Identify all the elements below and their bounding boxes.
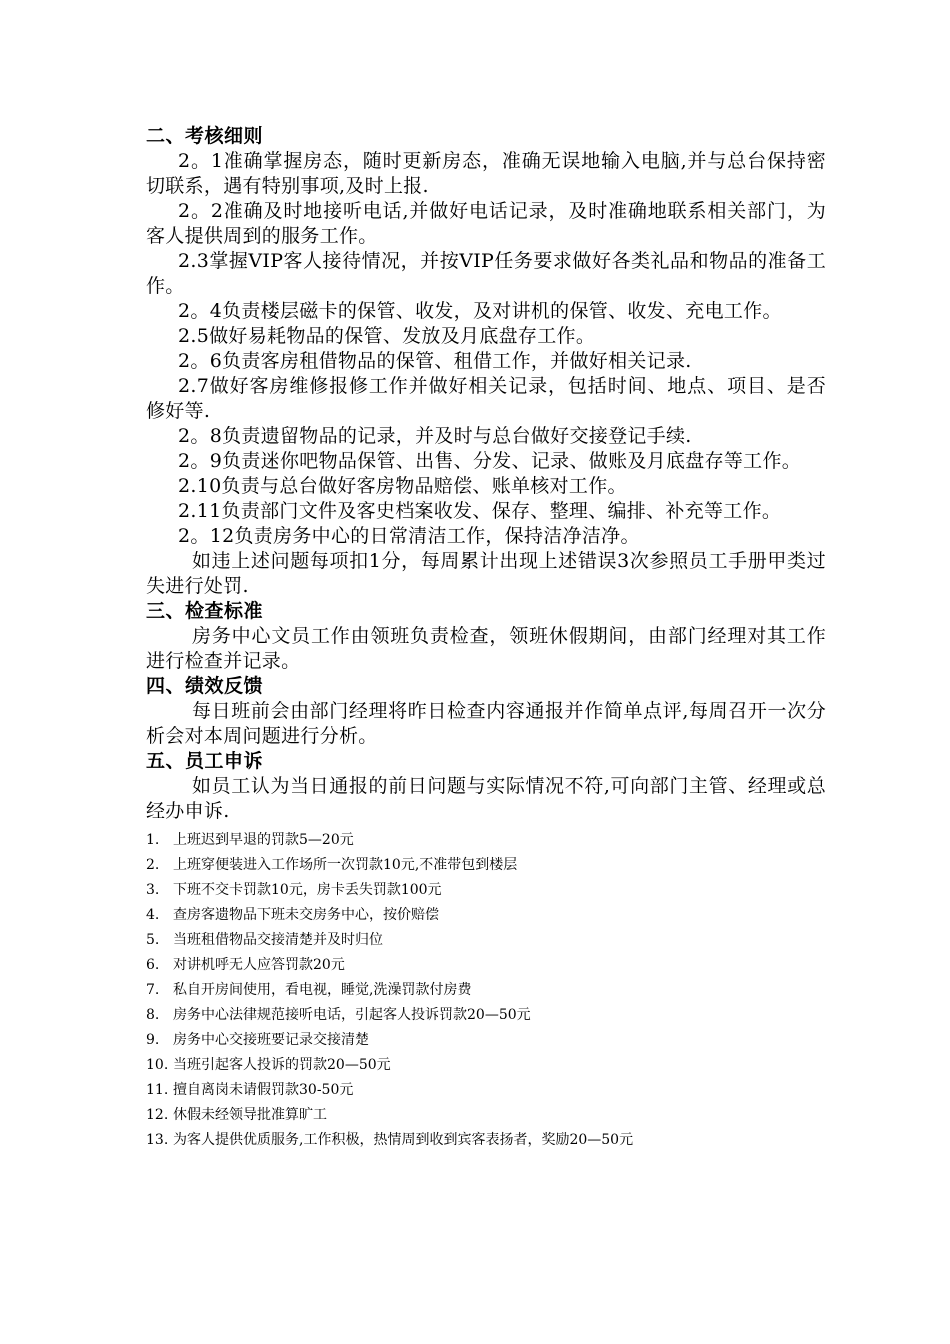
list-text: 擅自离岗未请假罚款30-50元 bbox=[173, 1082, 354, 1098]
list-item bbox=[146, 928, 826, 953]
paragraph: 2。12负责房务中心的日常清洁工作，保持洁净洁净。 bbox=[178, 525, 640, 547]
list-number: 4. bbox=[146, 907, 160, 923]
list-number: 3. bbox=[146, 882, 160, 898]
document-body bbox=[146, 124, 826, 1153]
list-text: 私自开房间使用，看电视，睡觉,洗澡罚款付房费 bbox=[173, 982, 472, 998]
paragraph: 2.5做好易耗物品的保管、发放及月底盘存工作。 bbox=[178, 325, 596, 347]
list-item bbox=[146, 903, 826, 928]
paragraph: 如员工认为当日通报的前日问题与实际情况不符,可向部门主管、经理或总经办申诉. bbox=[146, 775, 826, 822]
paragraph: 2。2准确及时地接听电话,并做好电话记录，及时准确地联系相关部门，为客人提供周到的服务工作。 bbox=[146, 200, 826, 247]
list-item bbox=[146, 1128, 826, 1153]
list-number: 5. bbox=[146, 932, 160, 948]
list-item bbox=[146, 1053, 826, 1078]
list-text: 休假未经领导批准算旷工 bbox=[173, 1107, 327, 1123]
list-text: 当班引起客人投诉的罚款20—50元 bbox=[173, 1057, 391, 1073]
penalty-paragraph: 如违上述问题每项扣1分，每周累计出现上述错误3次参照员工手册甲类过失进行处罚. bbox=[146, 550, 826, 597]
list-number: 10. bbox=[146, 1057, 169, 1073]
rules-list bbox=[146, 828, 826, 1153]
section-heading-appeal: 五、员工申诉 bbox=[146, 750, 264, 772]
list-item bbox=[146, 828, 826, 853]
section-heading-inspection: 三、检查标准 bbox=[146, 600, 264, 622]
list-item bbox=[146, 978, 826, 1003]
paragraph: 2。8负责遗留物品的记录，并及时与总台做好交接登记手续. bbox=[178, 425, 692, 447]
list-text: 房务中心交接班要记录交接清楚 bbox=[173, 1032, 369, 1048]
list-number: 2. bbox=[146, 857, 160, 873]
list-number: 7. bbox=[146, 982, 160, 998]
paragraph: 2.10负责与总台做好客房物品赔偿、账单核对工作。 bbox=[178, 475, 627, 497]
paragraph: 2。6负责客房租借物品的保管、租借工作，并做好相关记录. bbox=[178, 350, 692, 372]
list-item bbox=[146, 953, 826, 978]
list-item bbox=[146, 853, 826, 878]
list-text: 上班穿便装进入工作场所一次罚款10元,不准带包到楼层 bbox=[173, 857, 518, 873]
paragraph: 2。4负责楼层磁卡的保管、收发，及对讲机的保管、收发、充电工作。 bbox=[178, 300, 782, 322]
list-item bbox=[146, 1003, 826, 1028]
list-number: 12. bbox=[146, 1107, 169, 1123]
paragraph: 2.7做好客房维修报修工作并做好相关记录，包括时间、地点、项目、是否修好等. bbox=[146, 375, 826, 422]
paragraph: 2。1准确掌握房态，随时更新房态，准确无误地输入电脑,并与总台保持密切联系，遇有特别事项,及时上报. bbox=[146, 150, 826, 197]
list-text: 房务中心法律规范接听电话，引起客人投诉罚款20—50元 bbox=[173, 1007, 531, 1023]
list-number: 11. bbox=[146, 1082, 169, 1098]
list-text: 为客人提供优质服务,工作积极，热情周到收到宾客表扬者，奖励20—50元 bbox=[173, 1132, 634, 1148]
list-item bbox=[146, 1103, 826, 1128]
list-number: 9. bbox=[146, 1032, 160, 1048]
paragraph: 2.3掌握VIP客人接待情况，并按VIP任务要求做好各类礼品和物品的准备工作。 bbox=[146, 250, 826, 297]
list-item bbox=[146, 878, 826, 903]
paragraph: 2.11负责部门文件及客史档案收发、保存、整理、编排、补充等工作。 bbox=[178, 500, 782, 522]
list-item bbox=[146, 1028, 826, 1053]
list-text: 上班迟到早退的罚款5—20元 bbox=[173, 832, 354, 848]
list-number: 8. bbox=[146, 1007, 160, 1023]
list-number: 13. bbox=[146, 1132, 169, 1148]
paragraph: 2。9负责迷你吧物品保管、出售、分发、记录、做账及月底盘存等工作。 bbox=[178, 450, 802, 472]
list-text: 下班不交卡罚款10元，房卡丢失罚款100元 bbox=[173, 882, 442, 898]
section-heading-assessment: 二、考核细则 bbox=[146, 125, 264, 147]
paragraph: 房务中心文员工作由领班负责检查，领班休假期间，由部门经理对其工作进行检查并记录。 bbox=[146, 625, 826, 672]
list-number: 1. bbox=[146, 832, 160, 848]
list-item bbox=[146, 1078, 826, 1103]
list-text: 查房客遗物品下班未交房务中心，按价赔偿 bbox=[173, 907, 439, 923]
list-text: 当班租借物品交接清楚并及时归位 bbox=[173, 932, 383, 948]
paragraph: 每日班前会由部门经理将昨日检查内容通报并作简单点评,每周召开一次分析会对本周问题进行分析。 bbox=[146, 700, 826, 747]
list-number: 6. bbox=[146, 957, 160, 973]
section-heading-feedback: 四、绩效反馈 bbox=[146, 675, 264, 697]
list-text: 对讲机呼无人应答罚款20元 bbox=[173, 957, 345, 973]
